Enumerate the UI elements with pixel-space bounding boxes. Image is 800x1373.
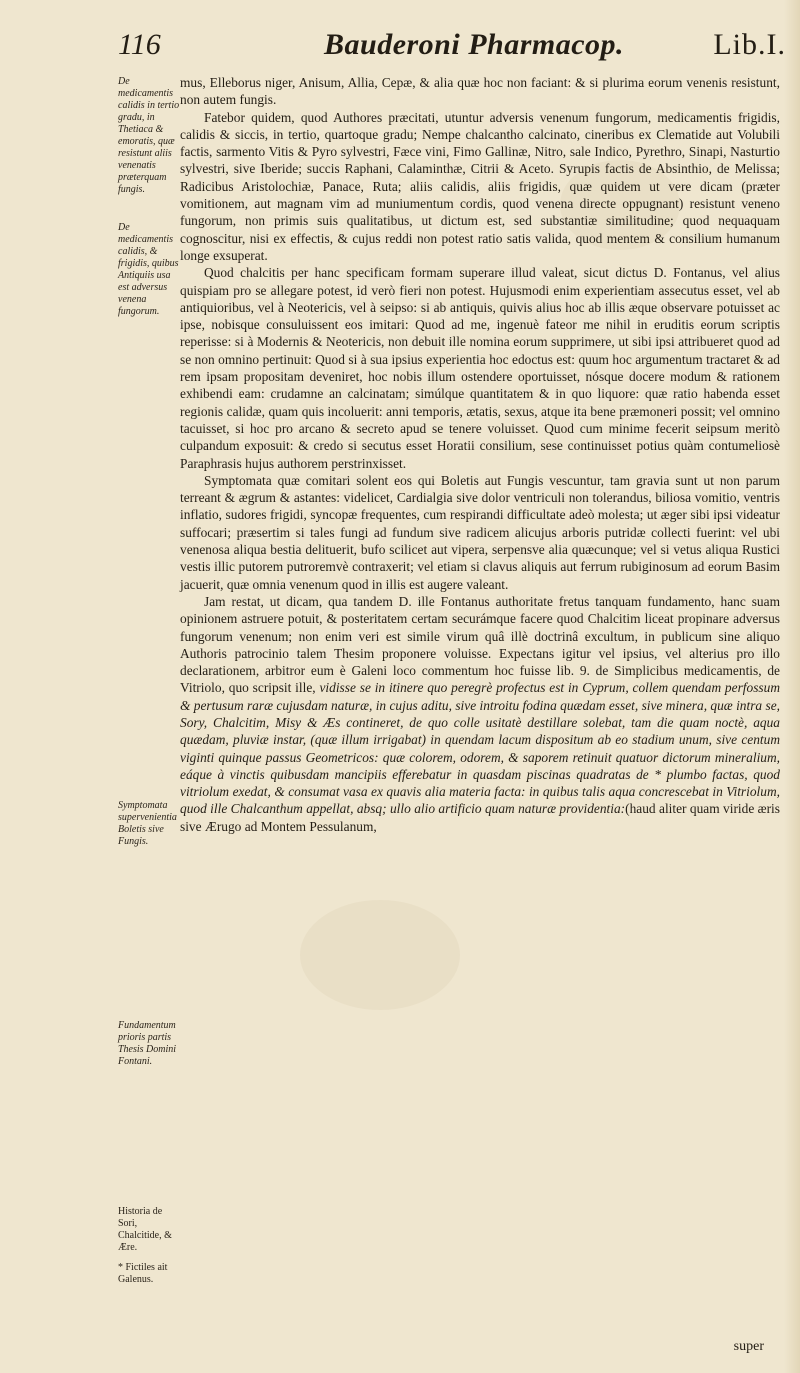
- quotation: vidisse se in itinere quo peregrè profectus est in Cyprum, collem quendam perfossum & pertusum raræ cujusdam naturæ, in cujus aditu, sive introitu fodina quædam esset, sive minera, quæ intra se, Sory, Chalcitim, Misy & Æs contineret, de quo colle usitatè destillare solebat, tam die quam noctè, aqua quædam, pluviæ instar, (quæ illum irrigabat) in quendam lacum dispositum ab eo stadium unum, sive centum viginti quinque passus Geometricos: quæ colorem, odorem, & saporem retinuit quatuor dictorum mineralium, eáque à vinctis quibusdam mancipiis efferebatur in quasdam piscinas quadratas de * plumbo factas, quod vitriolum exedat, & consumat vasa ex quavis alia materia facta: in quibus talis aqua concrescebat in Vitriolum, quod ille Chalcanthum appellat, absq; ullo alio artificio quam naturæ providentia:: [180, 680, 780, 817]
- catchword: super: [733, 1339, 764, 1354]
- paragraph: Quod chalcitis per hanc specificam formam superare illud valeat, sicut dictus D. Fontanus, vel alius quispiam pro se allegare potest, id verò fieri non potest. Hujusmodi enim experientiam assecutus esset, vel ab antiquioribus, vel à Neotericis, vel à seipso: si ab antiquis, quivis alius hoc ab illis æque observare potuisset ac ipse, nobisque consuluissent eos imitari: Quod ad me, ingenuè fateor me nihil in eruditis eorum scriptis reperisse: si à Modernis & Neotericis, non debuit ille nomina eorum supprimere, ut sibi ipsi attribueret quod ad se non omnino pertinuit: Quod si à sua ipsius experientia hoc edoctus est: quum hoc argumentum tractaret & ad rem ipsam propositam deveniret, hoc nobis illum ostendere oportuisset, nósque docere modum & rationem exhibendi eam: crudamne an calcinatam; simúlque quantitatem & in quo liquore: quæ ratio habenda esset regionis calidæ, quam quis incoluerit: anni temporis, ætatis, sexus, atque ita bene præmoneri possit; vel omnino tacuisset, si hoc pro arcano & secreto apud se tenere voluisset. Quod cum minime fecerit seipsum meritò culpandum exposuit: & credo si secutus esset Horatii consilium, sese continuisset potius quàm contumeliosè Paraphrasis hujus authorem perstrinxisset.: [180, 265, 780, 471]
- book-number: Lib.I.: [713, 28, 786, 61]
- margin-note: Historia de Sori, Chalcitide, & Ære.: [118, 1206, 172, 1253]
- paragraph-text: (haud aliter quam viride æris sive Ærugo ad Montem Pessulanum,: [180, 801, 780, 834]
- running-title: Bauderoni Pharmacop.: [324, 28, 625, 61]
- margin-note: Fundamentum prioris partis Thesis Domini Fontani.: [118, 1020, 177, 1067]
- page-edge: [784, 0, 800, 1373]
- main-text: [180, 74, 780, 835]
- paragraph: mus, Elleborus niger, Anisum, Allia, Cepæ, & alia quæ hoc non faciant: & si plurima eorum venenis resistunt, non autem fungis.: [180, 75, 780, 108]
- margin-note: De medicamentis calidis in tertio gradu, in Thetiaca & emoratis, quæ resistunt aliis venenatis præterquam fungis.: [118, 76, 180, 195]
- page-number: 116: [118, 28, 161, 61]
- paragraph: [180, 593, 780, 835]
- paper-stain: [300, 900, 460, 1010]
- margin-note: * Fictiles ait Galenus.: [118, 1262, 168, 1285]
- running-header: [118, 28, 790, 70]
- paragraph-text: Jam restat, ut dicam, qua tandem D. ille Fontanus authoritate fretus tanquam fundamento, hanc suam opinionem astruere potuit, & posteritatem certam securámque facere quod Chalcitim liceat propinare adversus fungorum venenum; non enim veri est simile virum quâ illè doctrinâ excultum, in publicum sine aliquo Authoris patrocinio talem Thesim proponere voluisse. Expectans igitur vel ipsius, vel alterius pro illo declarationem, arbitror eum è Galeni loco commentum hoc fuisse lib. 9. de Simplicibus medicamentis, de Vitriolo, quo scripsit ille,: [180, 593, 780, 696]
- margin-note: Symptomata supervenientia Boletis sive Fungis.: [118, 800, 177, 847]
- margin-note: De medicamentis calidis, & frigidis, quibus Antiquiis usa est adversus venena fungorum.: [118, 222, 179, 317]
- paragraph: Fatebor quidem, quod Authores præcitati, utuntur adversis venenum fungorum, medicamentis frigidis, calidis & siccis, in tertio, quartoque gradu; Nempe chalcantho calcinato, cineribus ex Clematide aut Volubili factis, sarmento Vitis & Pyro sylvestri, Fæce vini, Fimo Gallinæ, Nitro, sale Indico, Pyrethro, Sinapi, Nasturtio sylvestri, sive Iberide; succis Raphani, Calaminthæ, Citrii & Aceto. Syrupis factis de Absinthio, de Melissa; Radicibus Aristolochiæ, Panace, Ruta; aliis calidis, aliis frigidis, quæ quidem ut vere dicam (præter vomitionem, aut magnam vim ad muniumentum cordis, quod venena directe oppugnant) resistunt veneno fungorum, non primis suis qualitatibus, ut dictum est, sed substantiæ similitudine; quod nequaquam cognoscitur, nisi ex effectis, & cujus reddi non potest ratio satis valida, quod mentem & consilium humanum longe exsuperat.: [180, 109, 780, 263]
- paragraph: Symptomata quæ comitari solent eos qui Boletis aut Fungis vescuntur, tam gravia sunt ut non parum terreant & ægrum & astantes: videlicet, Cardialgia sive dolor ventriculi non tolerandus, biliosa vomitio, ventris inflatio, sudores frigidi, syncopæ frequentes, cum respirandi difficultate adeò molesta; ut æger sibi ipsi videatur suffocari; præsertim si tales fungi ad fundum sive radicem alicujus arboris putridæ collecti fuerint: vel ubi venenosa aliqua bestia delituerit, bufo scilicet aut vipera, serpensve alia quæcunque; vel si vetus aliqua Rustici vestis illic putorem putroremvè contraxerit; vel etiam si clavus aliquis aut ferrum rubiginosum ad eorum Basim jacuerit, quæ omnia venenum quod in illis est augere valeant.: [180, 472, 780, 592]
